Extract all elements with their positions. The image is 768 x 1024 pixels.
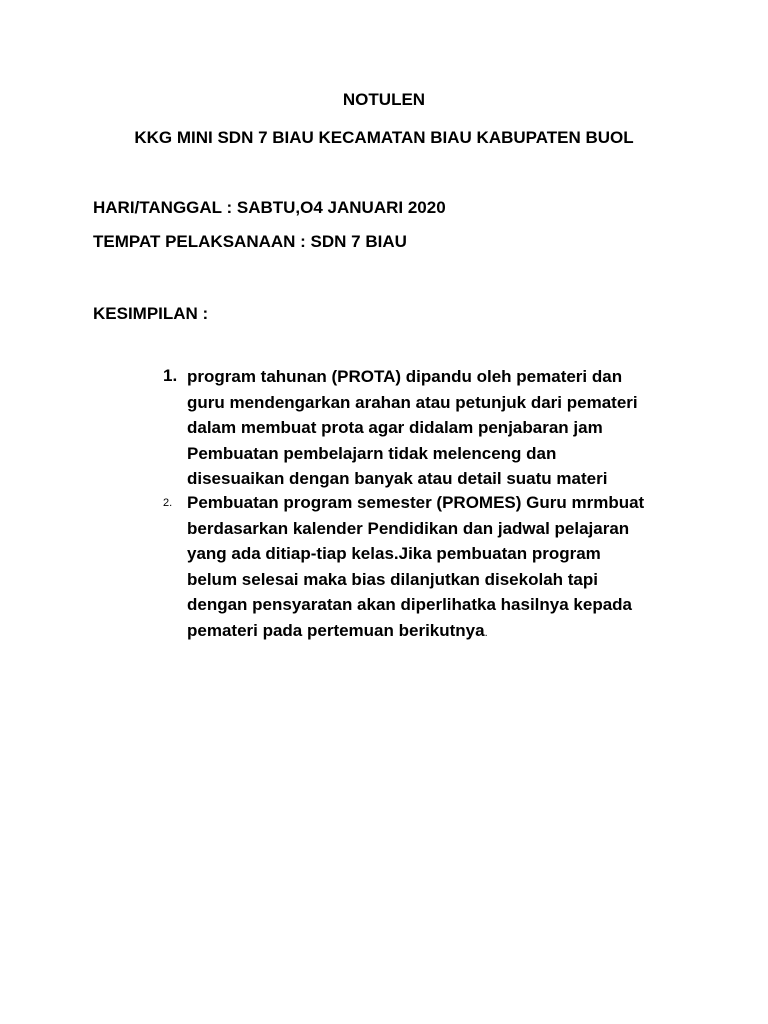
document-subtitle: KKG MINI SDN 7 BIAU KECAMATAN BIAU KABUPATEN BUOL	[134, 128, 634, 147]
location-line: TEMPAT PELAKSANAAN : SDN 7 BIAU	[93, 232, 407, 251]
text-line: yang ada ditiap-tiap kelas.Jika pembuatan program	[187, 544, 601, 564]
list-item-text	[187, 490, 707, 647]
text-line-content: pemateri pada pertemuan berikutnya	[187, 620, 485, 640]
conclusion-heading: KESIMPILAN :	[93, 304, 209, 323]
end-period: .	[484, 626, 488, 639]
text-line: berdasarkan kalender Pendidikan dan jadwal pelajaran	[187, 518, 630, 538]
text-line: dalam membuat prota agar didalam penjabaran jam	[187, 418, 603, 438]
text-line: program tahunan (PROTA) dipandu oleh pemateri dan	[187, 367, 623, 386]
list-marker: 2.	[163, 497, 173, 509]
text-line: Pembuatan program semester (PROMES) Guru mrmbuat	[187, 493, 645, 512]
text-line: Pembuatan pembelajarn tidak melenceng dan	[187, 443, 557, 463]
text-line	[187, 618, 707, 647]
list-marker: 1.	[163, 366, 178, 385]
text-line: belum selesai maka bias dilanjutkan disekolah tapi	[187, 569, 598, 589]
text-line: guru mendengarkan arahan atau petunjuk dari pemateri	[187, 392, 638, 412]
list-item-text	[187, 364, 707, 492]
text-line: disesuaikan dengan banyak atau detail suatu materi	[187, 469, 608, 489]
date-line: HARI/TANGGAL : SABTU,O4 JANUARI 2020	[93, 198, 446, 217]
document-title: NOTULEN	[342, 90, 426, 109]
text-line: dengan pensyaratan akan diperlihatka hasilnya kepada	[187, 595, 633, 615]
